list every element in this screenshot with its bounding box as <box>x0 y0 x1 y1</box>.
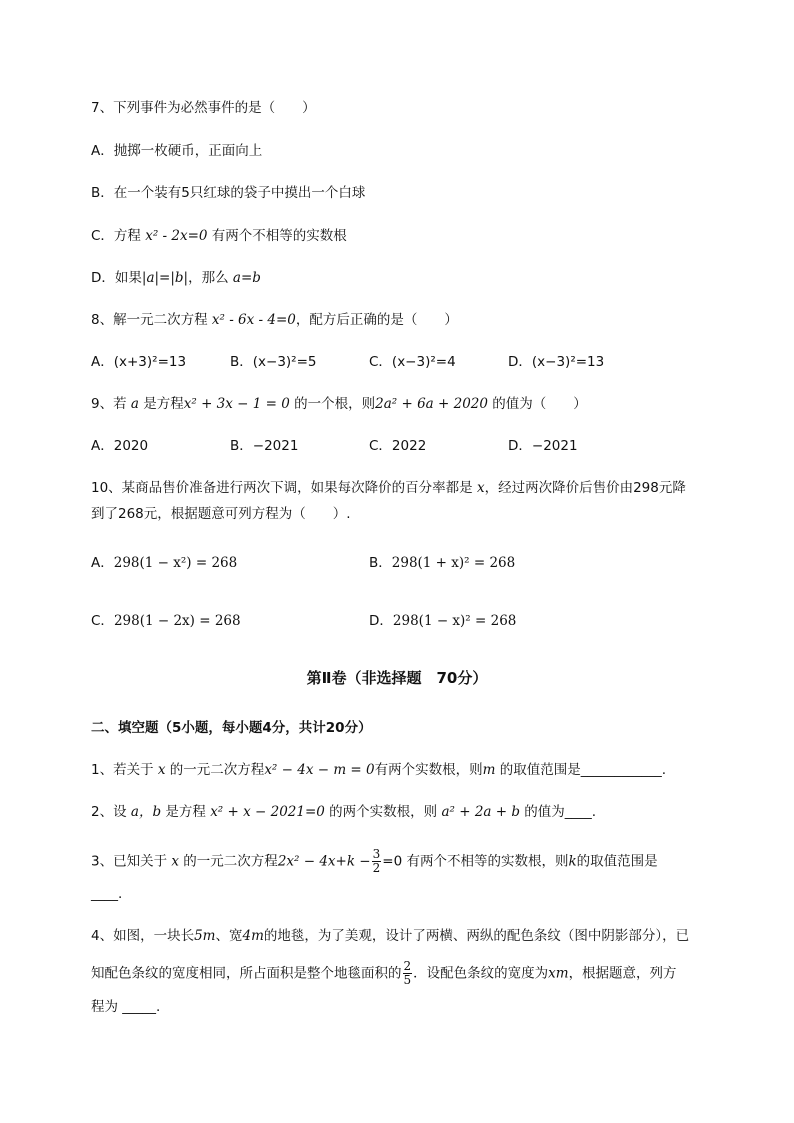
q10-option-a-equation: 298(1 − x²) = 268 <box>113 555 238 571</box>
q8-option-c: C．(x−3)²=4 <box>369 354 456 370</box>
q8-stem-equation: x² - 6x - 4=0 <box>211 312 296 328</box>
q10-stem-prefix: 10、某商品售价准备进行两次下调，如果每次降价的百分率都是 <box>91 480 477 496</box>
fill-2-middle2: 的两个实数根，则 <box>324 804 442 820</box>
q10-option-a-label: A． <box>91 555 114 571</box>
q9-option-a: A．2020 <box>91 438 149 454</box>
fill-4-line1 <box>91 926 689 946</box>
q10-option-c <box>91 611 241 631</box>
q10-option-d <box>369 611 516 631</box>
fill-3-line1 <box>91 848 658 875</box>
q7-option-c-prefix: C．方程 <box>91 228 146 244</box>
fill-4-middle: 、宽 <box>215 928 243 944</box>
q7-option-d <box>91 268 261 288</box>
q7-option-c <box>91 226 347 246</box>
fill-3-equation-end: =0 <box>382 853 403 870</box>
fill-2-middle: 是方程 <box>161 804 211 820</box>
q10-option-d-equation: 298(1 − x)² = 268 <box>392 613 517 629</box>
fill-1-variable2: m <box>482 762 496 778</box>
part-2-heading: 二、填空题（5小题，每小题4分，共计20分） <box>91 720 372 736</box>
q9-stem <box>91 394 587 414</box>
fill-4-fraction <box>403 960 413 987</box>
q10-stem-line2: 到了268元，根据题意可列方程为（ ）. <box>91 506 351 522</box>
fill-3-variable: x <box>171 853 180 870</box>
fill-3-suffix: 的取值范围是 <box>576 853 658 870</box>
q9-stem-equation: x² + 3x − 1 = 0 <box>183 396 290 412</box>
q8-option-a: A．(x+3)²=13 <box>91 354 187 370</box>
fill-2-variables: a，b <box>130 804 162 820</box>
q8-stem-suffix: ，配方后正确的是（ ） <box>295 312 458 328</box>
fill-2-equation: x² + x − 2021=0 <box>210 804 325 820</box>
q7-stem: 7、下列事件为必然事件的是（ ） <box>91 100 316 116</box>
fill-4-stripe-width: xm <box>548 965 569 982</box>
q10-stem-suffix: ，经过两次降价后售价由298元降 <box>484 480 686 496</box>
fill-3-fraction-numerator: 3 <box>372 847 381 861</box>
fill-3-middle2: 有两个不相等的实数根，则 <box>402 853 569 870</box>
fill-4-line2-middle: ．设配色条纹的宽度为 <box>413 965 549 982</box>
q9-option-d: D．−2021 <box>508 438 578 454</box>
fill-3-equation: 2x² − 4x+k − <box>277 853 371 870</box>
fill-1 <box>91 760 666 780</box>
q7-option-d-conclusion: a=b <box>232 270 261 286</box>
fill-4-fraction-denominator: 5 <box>403 973 412 987</box>
q9-stem-variable: a <box>130 396 139 412</box>
q8-stem <box>91 310 458 330</box>
fill-4-line1-suffix: 的地毯，为了美观，设计了两横、两纵的配色条纹（图中阴影部分），已 <box>263 928 690 944</box>
q7-option-c-equation: x² - 2x=0 <box>145 228 208 244</box>
fill-1-middle: 的一元二次方程 <box>165 762 265 778</box>
fill-2-prefix: 2、设 <box>91 804 131 820</box>
fill-1-variable: x <box>157 762 166 778</box>
q10-option-b <box>369 553 515 573</box>
q9-stem-middle: 是方程 <box>138 396 184 412</box>
q7-option-d-prefix: D．如果 <box>91 270 142 286</box>
fill-1-prefix: 1、若关于 <box>91 762 158 778</box>
fill-4-line3: 程为 _____. <box>91 999 161 1015</box>
fill-1-equation: x² − 4x − m = 0 <box>264 762 375 778</box>
fill-1-suffix: 的取值范围是____________. <box>495 762 667 778</box>
q10-stem-line1 <box>91 478 686 498</box>
q9-option-c: C．2022 <box>369 438 427 454</box>
fill-2-expression: a² + 2a + b <box>441 804 520 820</box>
q7-option-d-condition: |a|=|b| <box>141 270 189 286</box>
q7-option-c-suffix: 有两个不相等的实数根 <box>207 228 347 244</box>
q9-stem-prefix: 9、若 <box>91 396 131 412</box>
q9-option-b: B．−2021 <box>230 438 299 454</box>
fill-2-suffix: 的值为____. <box>520 804 597 820</box>
fill-3-line2: ____. <box>91 886 123 902</box>
fill-3-variable2: k <box>568 853 577 870</box>
fill-1-middle2: 有两个实数根，则 <box>374 762 483 778</box>
q10-stem-variable: x <box>476 480 485 496</box>
fill-3-fraction <box>372 848 382 875</box>
q10-option-c-label: C． <box>91 613 114 629</box>
q10-option-c-equation: 298(1 − 2x) = 268 <box>113 613 241 629</box>
q9-stem-suffix: 的值为（ ） <box>487 396 587 412</box>
q7-option-b: B．在一个装有5只红球的袋子中摸出一个白球 <box>91 185 366 201</box>
q7-option-d-middle: ，那么 <box>188 270 233 286</box>
q10-option-d-label: D． <box>369 613 393 629</box>
fill-4-width: 4m <box>242 928 264 944</box>
q10-option-b-label: B． <box>369 555 392 571</box>
q8-option-b: B．(x−3)²=5 <box>230 354 317 370</box>
fill-3-middle: 的一元二次方程 <box>179 853 278 870</box>
fill-4-fraction-numerator: 2 <box>403 959 412 973</box>
q10-option-a <box>91 553 237 573</box>
fill-3-fraction-denominator: 2 <box>372 861 381 875</box>
q8-stem-prefix: 8、解一元二次方程 <box>91 312 212 328</box>
q8-option-d: D．(x−3)²=13 <box>508 354 605 370</box>
fill-2 <box>91 802 596 822</box>
q10-option-b-equation: 298(1 + x)² = 268 <box>391 555 516 571</box>
fill-3-prefix: 3、已知关于 <box>91 853 172 870</box>
fill-4-line2-suffix: ，根据题意，列方 <box>568 965 677 982</box>
fill-4-line2 <box>91 960 677 987</box>
q7-option-a: A．抛掷一枚硬币，正面向上 <box>91 143 263 159</box>
fill-4-prefix: 4、如图，一块长 <box>91 928 195 944</box>
section-2-title: 第Ⅱ卷（非选择题 70分） <box>306 669 488 687</box>
q9-stem-middle2: 的一个根，则 <box>289 396 376 412</box>
fill-4-length: 5m <box>194 928 216 944</box>
q9-stem-expression: 2a² + 6a + 2020 <box>375 396 488 412</box>
fill-4-line2-prefix: 知配色条纹的宽度相同，所占面积是整个地毯面积的 <box>91 965 402 982</box>
